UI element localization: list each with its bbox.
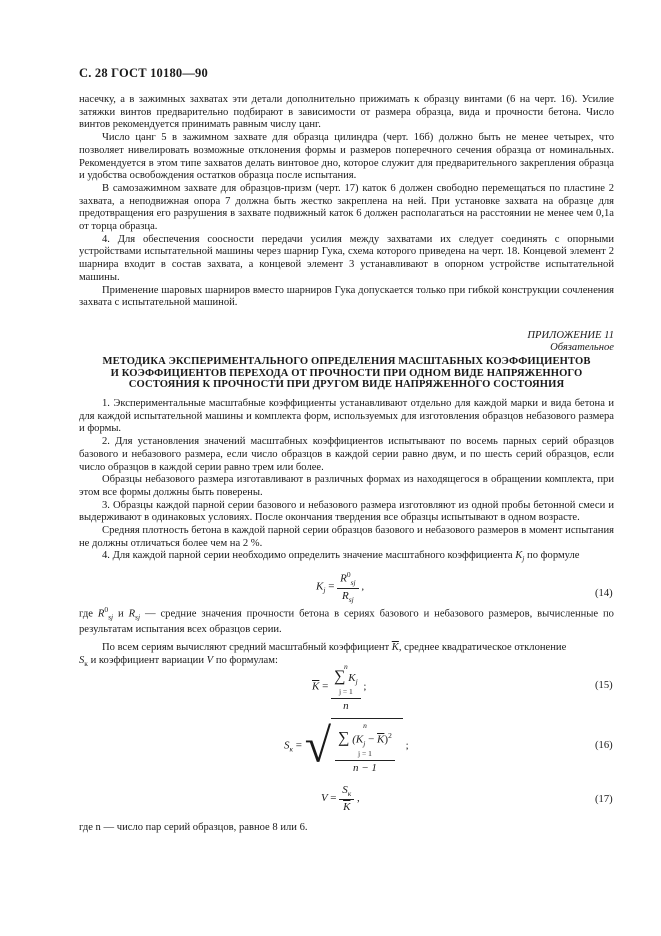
formula-15: $\overline{K}$ = n ∑ $K_j$ j = 1 n ; [312,662,367,713]
paragraph: Средняя плотность бетона в каждой парной серии образцов базового и небазового размеров в момент испытания не должны отличаться более чем на 2 %. [79,525,614,549]
equation-number: (16) [595,740,613,751]
continuation-text [79,94,614,310]
paragraph: 3. Образцы каждой парной серии базового и небазового размера изготовляют из одной пробы бетонной смеси и выдерживают в одинаковых условиях. После окончания твердения все образцы испытывают в одном возрасте. [79,499,614,524]
paragraph: где n — число пар серий образцов, равное 8 или 6. [79,822,308,833]
where-14-text [79,604,614,671]
paragraph: Применение шаровых шарниров вместо шарниров Гука допускается только при гибкой конструкции сочленения захвата с испытательной машиной. [79,284,614,309]
equation-number: (14) [595,588,613,599]
paragraph: 1. Экспериментальные масштабные коэффициенты устанавливают отдельно для каждой марки и вида бетона и для каждой испытательной машины и комплекта форм, используемых для изготовления образцов небазового размера и формы. [79,398,614,435]
section-title [79,356,614,391]
equation-number: (15) [595,680,613,691]
appendix-status: Обязательное [550,342,614,353]
paragraph: По всем сериям вычисляют средний масштабный коэффициент $\overline{K}$, среднее квадратическое отклонение [102,642,567,654]
paragraph: Число цанг 5 в зажимном захвате для образца цилиндра (черт. 16б) должно быть не менее четырех, что позволяет нивелировать возможные отклонения формы и размеров поперечного сечения образца от номинальных. Рекомендуется в этом типе захватов делать винтовое дно, которое служит для предварительного закрепления образца и удобства освобождения остатков образца после испытания. [79,132,614,182]
title-line: МЕТОДИКА ЭКСПЕРИМЕНТАЛЬНОГО ОПРЕДЕЛЕНИЯ МАСШТАБНЫХ КОЭФФИЦИЕНТОВ [102,356,591,367]
formula-14: $K_j$ = $\frac{R^0_{sj}}{R_{sj}}$ , [316,570,365,605]
formula-17: V = $\frac{S_к}{K}$ , [321,784,360,814]
paragraph: 4. Для обеспечения соосности передачи усилия между захватами их следует соединять с опорными устройствами испытательной машины через шарнир Гука, схема которого приведена на черт. 18. Концевой элемент 2 шарнира входит в состав захвата, а концевой элемент 3 устанавливают в опорном устройстве испытательной машины. [79,233,614,283]
paragraph: где $R^0_{sj}$ и $R_{sj}$ — средние значения прочности бетона в сериях базового и небазового размеров, вычисленные по результатам испытания всех образцов серии. [79,605,614,636]
formula-16: $S_к$ = √ n ∑ $(K_j - \overline{K})^2$ j = 1 n − 1 ; [284,719,409,774]
paragraph: В самозажимном захвате для образцов-призм (черт. 17) каток 6 должен свободно перемещаться по пластине 2 захвата, а неподвижная опора 7 должна быть жестко закреплена на ней. При установке захвата на образце для предотвращения его разрушения в захвате подвижный каток 6 должен располагаться на расстоянии не менее чем 0,1a от торца образца. [79,182,614,233]
title-line: И КОЭФФИЦИЕНТОВ ПЕРЕХОДА ОТ ПРОЧНОСТИ ПРИ ОДНОМ ВИДЕ НАПРЯЖЕННОГО [110,367,583,379]
paragraph: 2. Для установления значений масштабных коэффициентов испытывают по восемь парных серий образцов базового и небазового размера, если число образцов в каждой серии равно двум, и по шесть серий образцов, если число образцов в каждой серии равно трем или более. [79,436,614,473]
paragraph: Образцы небазового размера изготавливают в различных формах из находящегося в обращении комплекта, при этом все формы должны быть поверены. [79,474,614,498]
appendix-label [527,330,614,354]
paragraph: насечку, а в зажимных захватах эти детали дополнительно прижимать к образцу винтами (6 на черт. 16). Усилие затяжки винтов предварительно подбирают в зависимости от размера образца, вида и прочности бетона. Число винтов рекомендуется принимать равным числу цанг. [79,94,614,131]
appendix-number: ПРИЛОЖЕНИЕ 11 [527,330,614,341]
footer-text [79,822,614,835]
paragraph: 4. Для каждой парной серии необходимо определить значение масштабного коэффициента $K_j$ по формуле [102,550,580,564]
method-text [79,398,614,566]
page-header: С. 28 ГОСТ 10180—90 [79,66,208,80]
paragraph: $S_к$ и коэффициент вариации V по формулам: [79,654,278,668]
equation-number: (17) [595,794,613,805]
title-line: СОСТОЯНИЯ К ПРОЧНОСТИ ПРИ ДРУГОМ ВИДЕ НАПРЯЖЕННОГО СОСТОЯНИЯ [128,379,565,390]
